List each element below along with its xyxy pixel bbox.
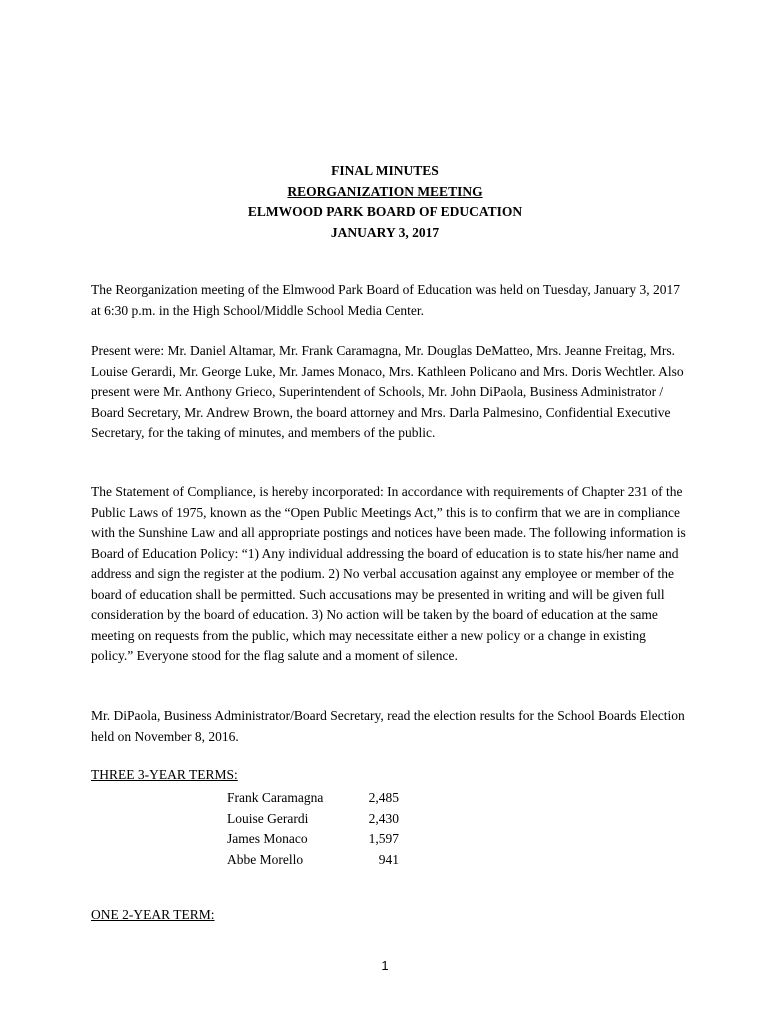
page-number: 1 (381, 958, 389, 973)
paragraph-text: The Statement of Compliance, is hereby incorporated: In accordance with requirements of Chapter 231 of the Public Laws of 1975, known as the “Open Public Meetings Act,” this is to confirm that we are in compliance with the Sunshine Law and all appropriate postings and notices have been made. The following information is Board of Education Policy: “1) Any individual addressing the board of education is to state his/her name and address and sign the register at the podium. 2) No verbal accusation against any employee or member of the board of education shall be permitted. Such accusations may be presented in writing and will be given full consideration by the board of education. 3) No action will be taken by the board of education at the same meeting on requests from the public, which may necessitate either a new policy or a change in existing policy.” Everyone stood for the flag salute and a moment of silence. (91, 484, 686, 663)
candidate-votes: 2,430 (368, 810, 399, 826)
header-date: JANUARY 3, 2017 (330, 224, 440, 240)
election-results-table (227, 788, 399, 870)
two-year-term-heading: ONE 2-YEAR TERM: (91, 907, 215, 922)
candidate-name: Frank Caramagna (227, 790, 324, 805)
document-header (0, 161, 770, 243)
paragraph-text: Mr. DiPaola, Business Administrator/Board Secretary, read the election results for the School Boards Election held on November 8, 2016. (91, 708, 685, 744)
result-row (227, 788, 399, 809)
paragraph-compliance (91, 482, 686, 667)
candidate-name: Abbe Morello (227, 851, 304, 867)
section-title-text: ONE 2-YEAR TERM (91, 907, 211, 922)
paragraph-text: The Reorganization meeting of the Elmwood Park Board of Education was held on Tuesday, January 3, 2017 at 6:30 p.m. in the High School/Middle School Media Center. (91, 282, 681, 318)
header-board-name: ELMWOOD PARK BOARD OF EDUCATION (247, 204, 523, 219)
header-final-minutes: FINAL MINUTES (331, 163, 439, 178)
paragraph-attendees (91, 341, 686, 444)
three-year-terms-heading: THREE 3-YEAR TERMS: (91, 767, 238, 782)
paragraph-meeting-info (91, 280, 686, 321)
header-meeting-type: REORGANIZATION MEETING (287, 183, 483, 199)
candidate-name: Louise Gerardi (227, 810, 309, 826)
section-title-text: THREE 3-YEAR TERMS (91, 767, 235, 782)
result-row (227, 829, 399, 850)
paragraph-election (91, 706, 686, 747)
result-row (227, 850, 399, 871)
candidate-votes: 941 (378, 851, 399, 867)
candidate-name: James Monaco (227, 831, 308, 846)
paragraph-text: Present were: Mr. Daniel Altamar, Mr. Frank Caramagna, Mr. Douglas DeMatteo, Mrs. Jeanne Freitag, Mrs. Louise Gerardi, Mr. George Luke, Mr. James Monaco, Mrs. Kathleen Policano and Mrs. Doris Wechtler. Also present were Mr. Anthony Grieco, Superintendent of Schools, Mr. John DiPaola, Business Administrator / Board Secretary, Mr. Andrew Brown, the board attorney and Mrs. Darla Palmesino, Confidential Executive Secretary, for the taking of minutes, and members of the public. (91, 343, 684, 440)
result-row (227, 809, 399, 830)
candidate-votes: 1,597 (368, 831, 399, 846)
candidate-votes: 2,485 (368, 790, 399, 805)
